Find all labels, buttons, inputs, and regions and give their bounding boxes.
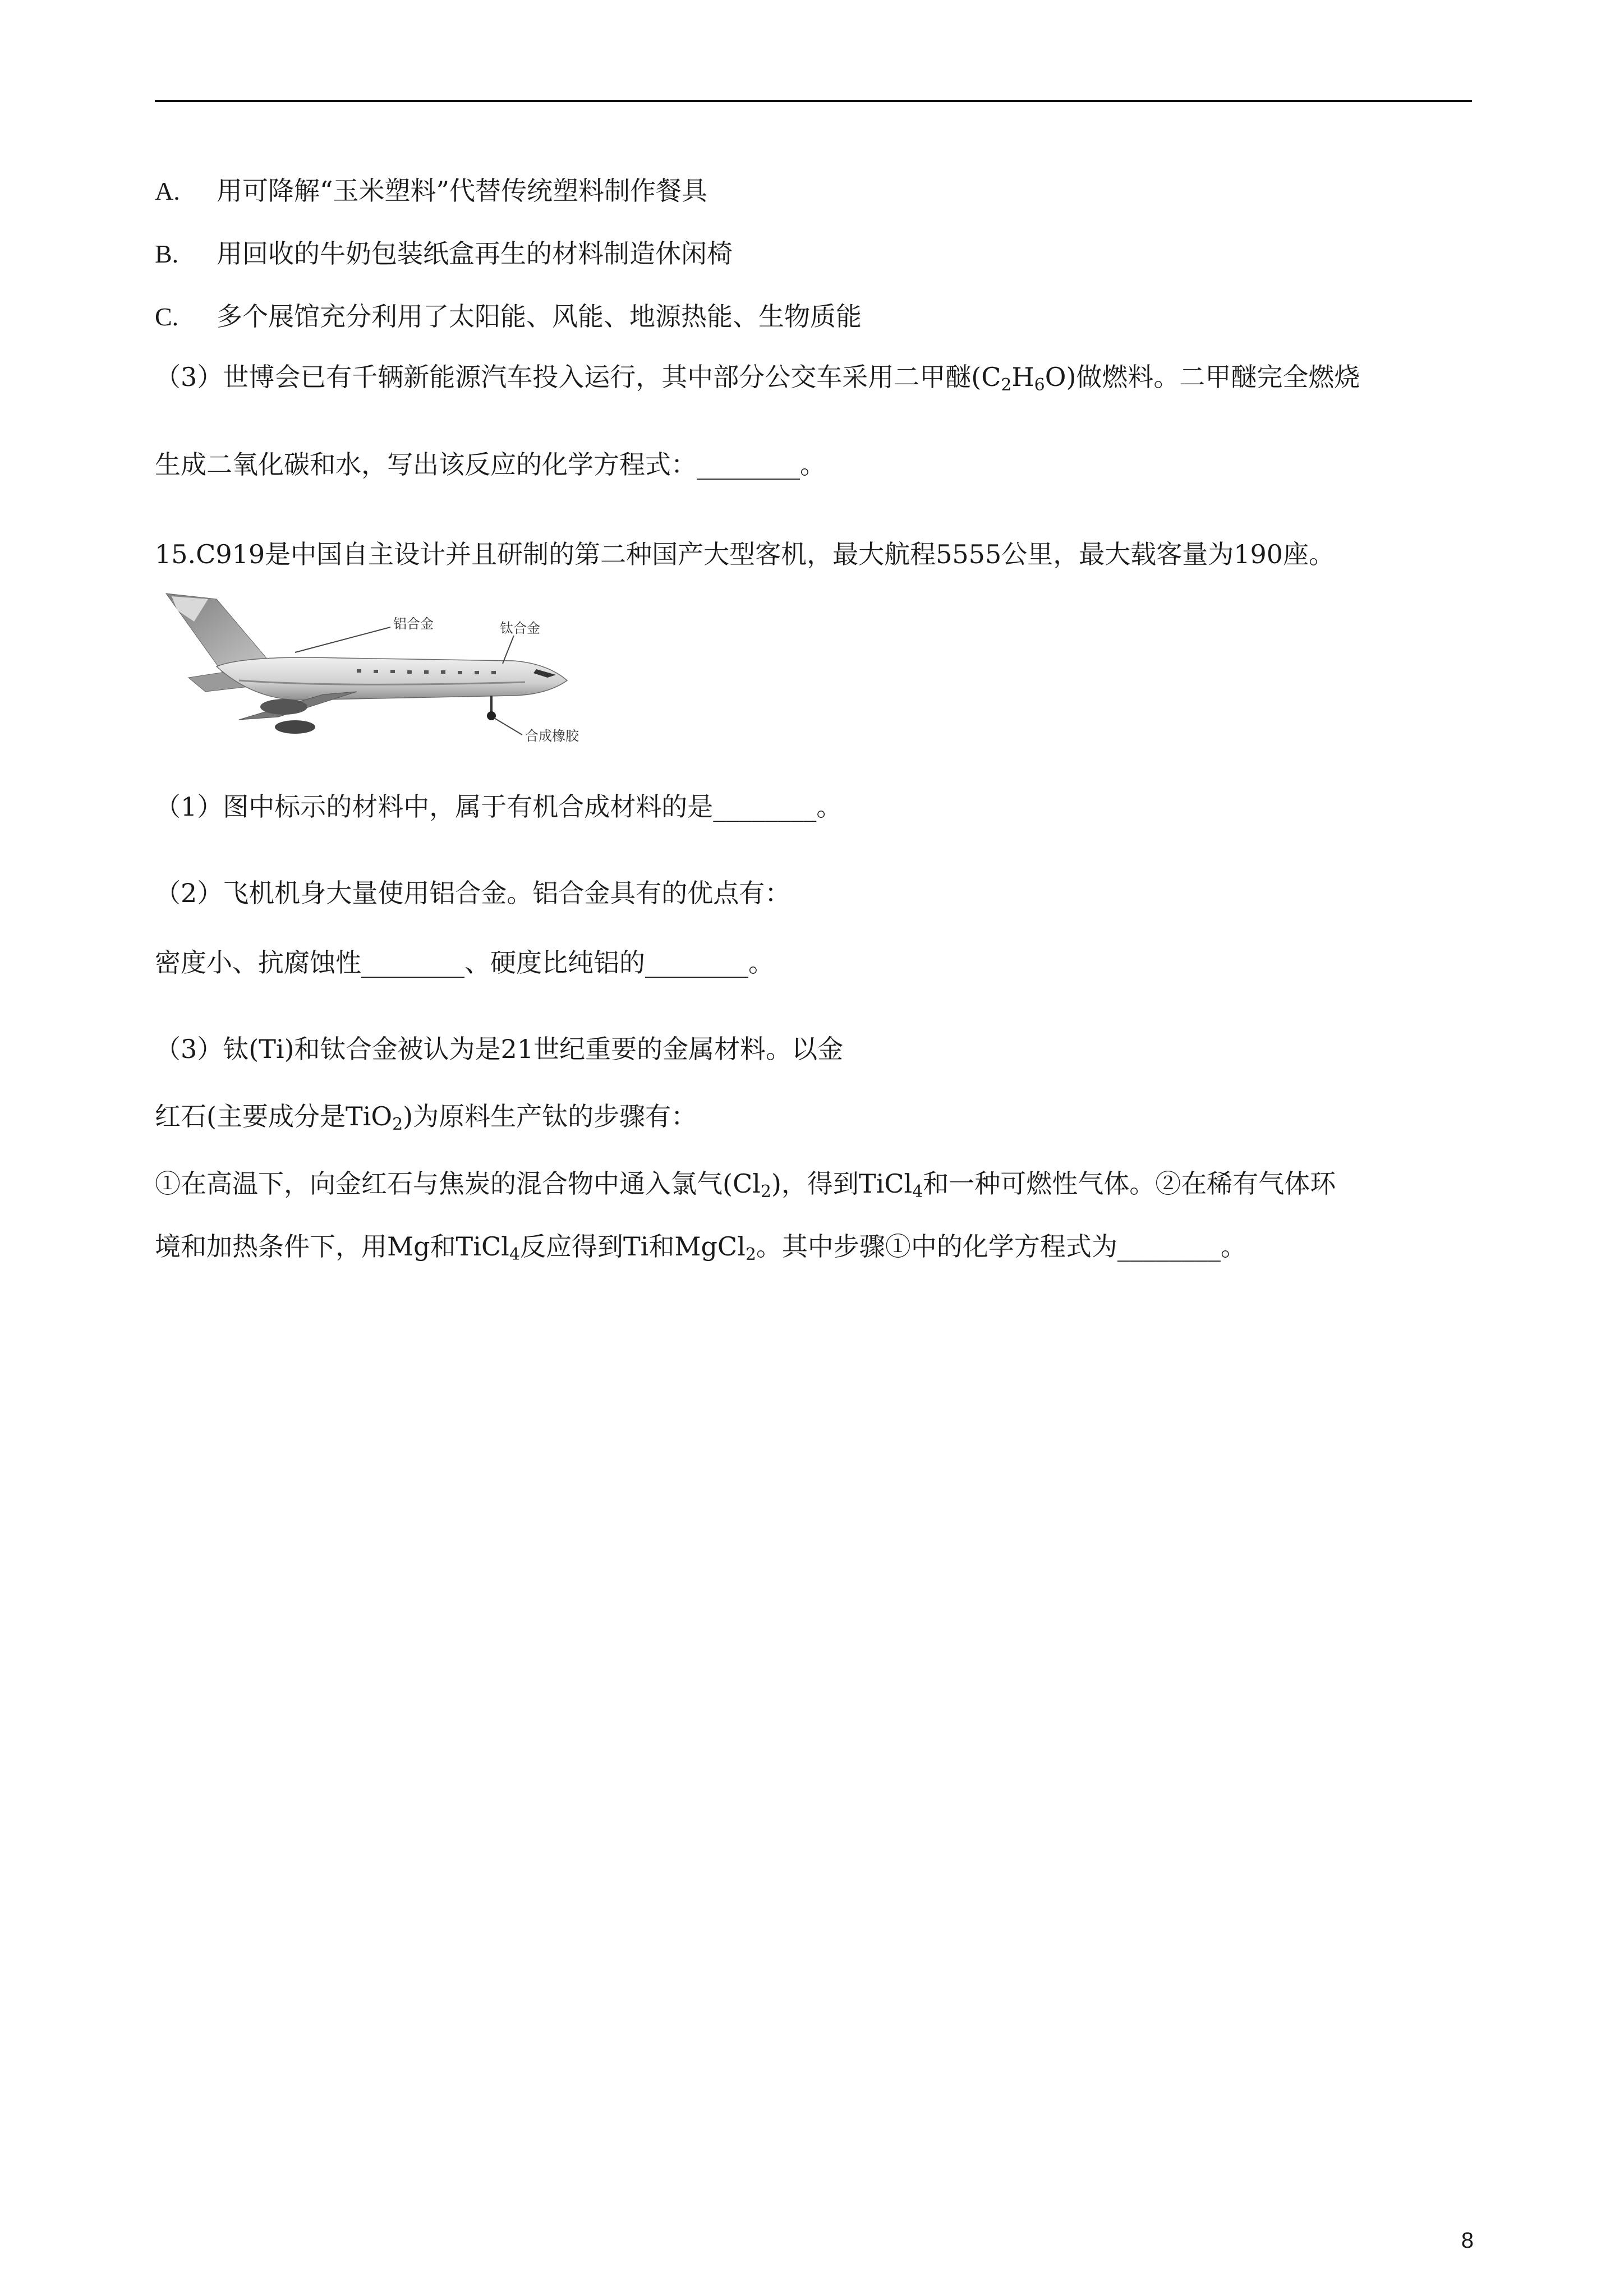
page-number: 8 [1461,2228,1474,2253]
q15-part3-line3 [155,1167,1336,1200]
q14-part3-text-c: O)做燃料。二甲醚完全燃烧 [1045,362,1360,392]
q15-part3-line3-a: ①在高温下，向金红石与焦炭的混合物中通入氯气(Cl [155,1168,761,1199]
q15-part3-line2 [155,1099,697,1133]
label-synthetic-rubber: 合成橡胶 [525,728,579,744]
leader-aluminum [295,627,390,652]
header-rule [155,100,1472,102]
subscript: 2 [760,1182,771,1202]
subscript: 6 [1034,375,1045,395]
q14-part3-text-a: （3）世博会已有千辆新能源汽车投入运行，其中部分公交车采用二甲醚(C [155,362,1001,392]
label-titanium-alloy: 钛合金 [500,620,540,636]
subscript: 2 [745,1245,756,1264]
q15-part3-line4-b: 反应得到Ti和MgCl [519,1231,746,1262]
option-c [155,300,862,334]
q14-part3-line1 [155,360,1360,394]
subscript: 4 [912,1182,923,1202]
leader-titanium [503,636,514,664]
subscript: 2 [392,1115,403,1134]
q14-part3-line2: 生成二氧化碳和水，写出该反应的化学方程式：________。 [155,449,826,480]
option-b-text: 用回收的牛奶包装纸盒再生的材料制造休闲椅 [217,238,733,269]
q15-part3-line3-c: 和一种可燃性气体。②在稀有气体环 [923,1168,1336,1199]
option-c-letter: C. [155,302,179,331]
q15-part3-line2-b: )为原料生产钛的步骤有： [403,1101,697,1131]
option-a-letter: A. [155,177,180,205]
q15-part3-line1: （3）钛(Ti)和钛合金被认为是21世纪重要的金属材料。以金 [155,1034,844,1064]
option-a [155,174,707,208]
q14-part3-text-b: H [1011,362,1034,392]
option-a-text: 用可降解“玉米塑料”代替传统塑料制作餐具 [217,176,708,206]
label-aluminum-alloy: 铝合金 [393,616,434,632]
q15-part3-line4-c: 。其中步骤①中的化学方程式为________。 [756,1231,1246,1262]
q15-part3-line4-a: 境和加热条件下，用Mg和TiCl [155,1231,509,1262]
leader-rubber [494,718,522,735]
q15-part2-line1: （2）飞机机身大量使用铝合金。铝合金具有的优点有： [155,878,791,908]
q15-intro: 15.C919是中国自主设计并且研制的第二种国产大型客机，最大航程5555公里，最大载客量为190座。 [155,539,1335,569]
subscript: 2 [1001,375,1012,395]
q15-part3-line2-a: 红石(主要成分是TiO [155,1101,393,1131]
option-b [155,237,733,271]
subscript: 4 [509,1245,520,1264]
q15-part3-line4 [155,1230,1246,1263]
aircraft-illustration [155,588,592,753]
q15-part1: （1）图中标示的材料中，属于有机合成材料的是________。 [155,792,843,822]
q15-part3-line3-b: )，得到TiCl [771,1168,913,1199]
aircraft-figure [155,588,592,753]
option-b-letter: B. [155,240,179,268]
option-c-text: 多个展馆充分利用了太阳能、风能、地源热能、生物质能 [217,301,862,332]
q15-part2-line2: 密度小、抗腐蚀性________、硬度比纯铝的________。 [155,947,774,978]
